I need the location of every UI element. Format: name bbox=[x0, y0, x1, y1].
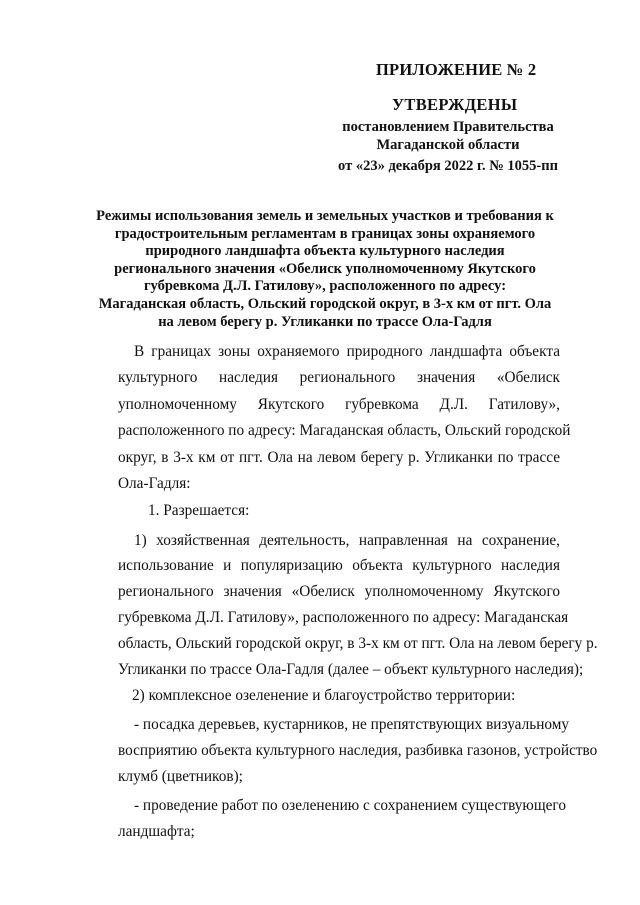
subitem-line: ландшафта; bbox=[118, 823, 195, 840]
item-line bbox=[118, 609, 569, 627]
intro-text: расположенного по адресу: Магаданская область, Ольский городской bbox=[118, 422, 571, 439]
item-line bbox=[134, 532, 560, 550]
intro-line: Ола-Гадля: bbox=[118, 475, 191, 492]
title-line: градостроительным регламентам в границах зоны охраняемого bbox=[114, 225, 536, 242]
item-line bbox=[118, 557, 560, 575]
intro-line bbox=[118, 369, 560, 387]
decree-reference bbox=[326, 118, 570, 175]
subitem-text: - проведение работ по озеленению с сохранением существующего bbox=[134, 797, 566, 814]
title-line: на левом берегу р. Угликанки по трассе Ола-Гадля bbox=[158, 313, 492, 330]
intro-line bbox=[118, 449, 560, 467]
intro-line bbox=[118, 422, 571, 440]
title-line: губревкома Д.Л. Гатилову», расположенного по адресу: bbox=[143, 278, 507, 295]
intro-text: культурного наследия регионального значения «Обелиск bbox=[118, 369, 560, 386]
title-line: Магаданская область, Ольский городской округ, в 3-х км от пгт. Ола bbox=[98, 295, 552, 312]
item-line bbox=[118, 583, 560, 601]
item-line: 2) комплексное озеленение и благоустройство территории: bbox=[132, 687, 516, 704]
intro-line bbox=[134, 343, 560, 361]
decree-line: постановлением Правительства bbox=[342, 119, 554, 135]
title-line: регионального значения «Обелиск уполномоченному Якутского bbox=[114, 260, 536, 277]
title-line: Режимы использования земель и земельных участков и требования к bbox=[96, 208, 554, 224]
approved-heading: УТВЕРЖДЕНЫ bbox=[392, 95, 518, 114]
subitem-text: - посадка деревьев, кустарников, не препятствующих визуальному bbox=[134, 716, 570, 733]
item-line: Угликанки по трассе Ола-Гадля (далее – объект культурного наследия); bbox=[118, 661, 584, 678]
intro-line bbox=[118, 396, 560, 414]
item-text: губревкома Д.Л. Гатилову», расположенного по адресу: Магаданская bbox=[118, 609, 569, 626]
item-text: область, Ольский городской округ, в 3-х км от пгт. Ола на левом берегу р. bbox=[118, 635, 598, 652]
section-heading: 1. Разрешается: bbox=[148, 502, 250, 519]
item-line bbox=[118, 635, 598, 653]
decree-line: Магаданской области bbox=[376, 137, 520, 153]
subitem-line bbox=[134, 716, 570, 734]
subitem-line bbox=[134, 797, 566, 815]
item-text: регионального значения «Обелиск уполномоченному Якутского bbox=[118, 583, 560, 600]
title-line: природного ландшафта объекта культурного наследия bbox=[145, 243, 505, 260]
subitem-text: восприятию объекта культурного наследия, разбивка газонов, устройство bbox=[118, 742, 598, 759]
document-title bbox=[86, 208, 564, 331]
item-text: 1) хозяйственная деятельность, направленная на сохранение, bbox=[134, 532, 560, 549]
intro-text: округ, в 3-х км от пгт. Ола на левом берегу р. Угликанки по трассе bbox=[118, 449, 560, 466]
subitem-line bbox=[118, 742, 598, 760]
subitem-line: клумб (цветников); bbox=[118, 768, 243, 785]
intro-text: В границах зоны охраняемого природного ландшафта объекта bbox=[134, 343, 560, 360]
intro-text: уполномоченному Якутского губревкома Д.Л. Гатилову», bbox=[118, 396, 560, 413]
decree-line: от «23» декабря 2022 г. № 1055-пп bbox=[338, 158, 558, 174]
item-text: использование и популяризацию объекта культурного наследия bbox=[118, 557, 560, 574]
appendix-number: ПРИЛОЖЕНИЕ № 2 bbox=[376, 60, 537, 79]
